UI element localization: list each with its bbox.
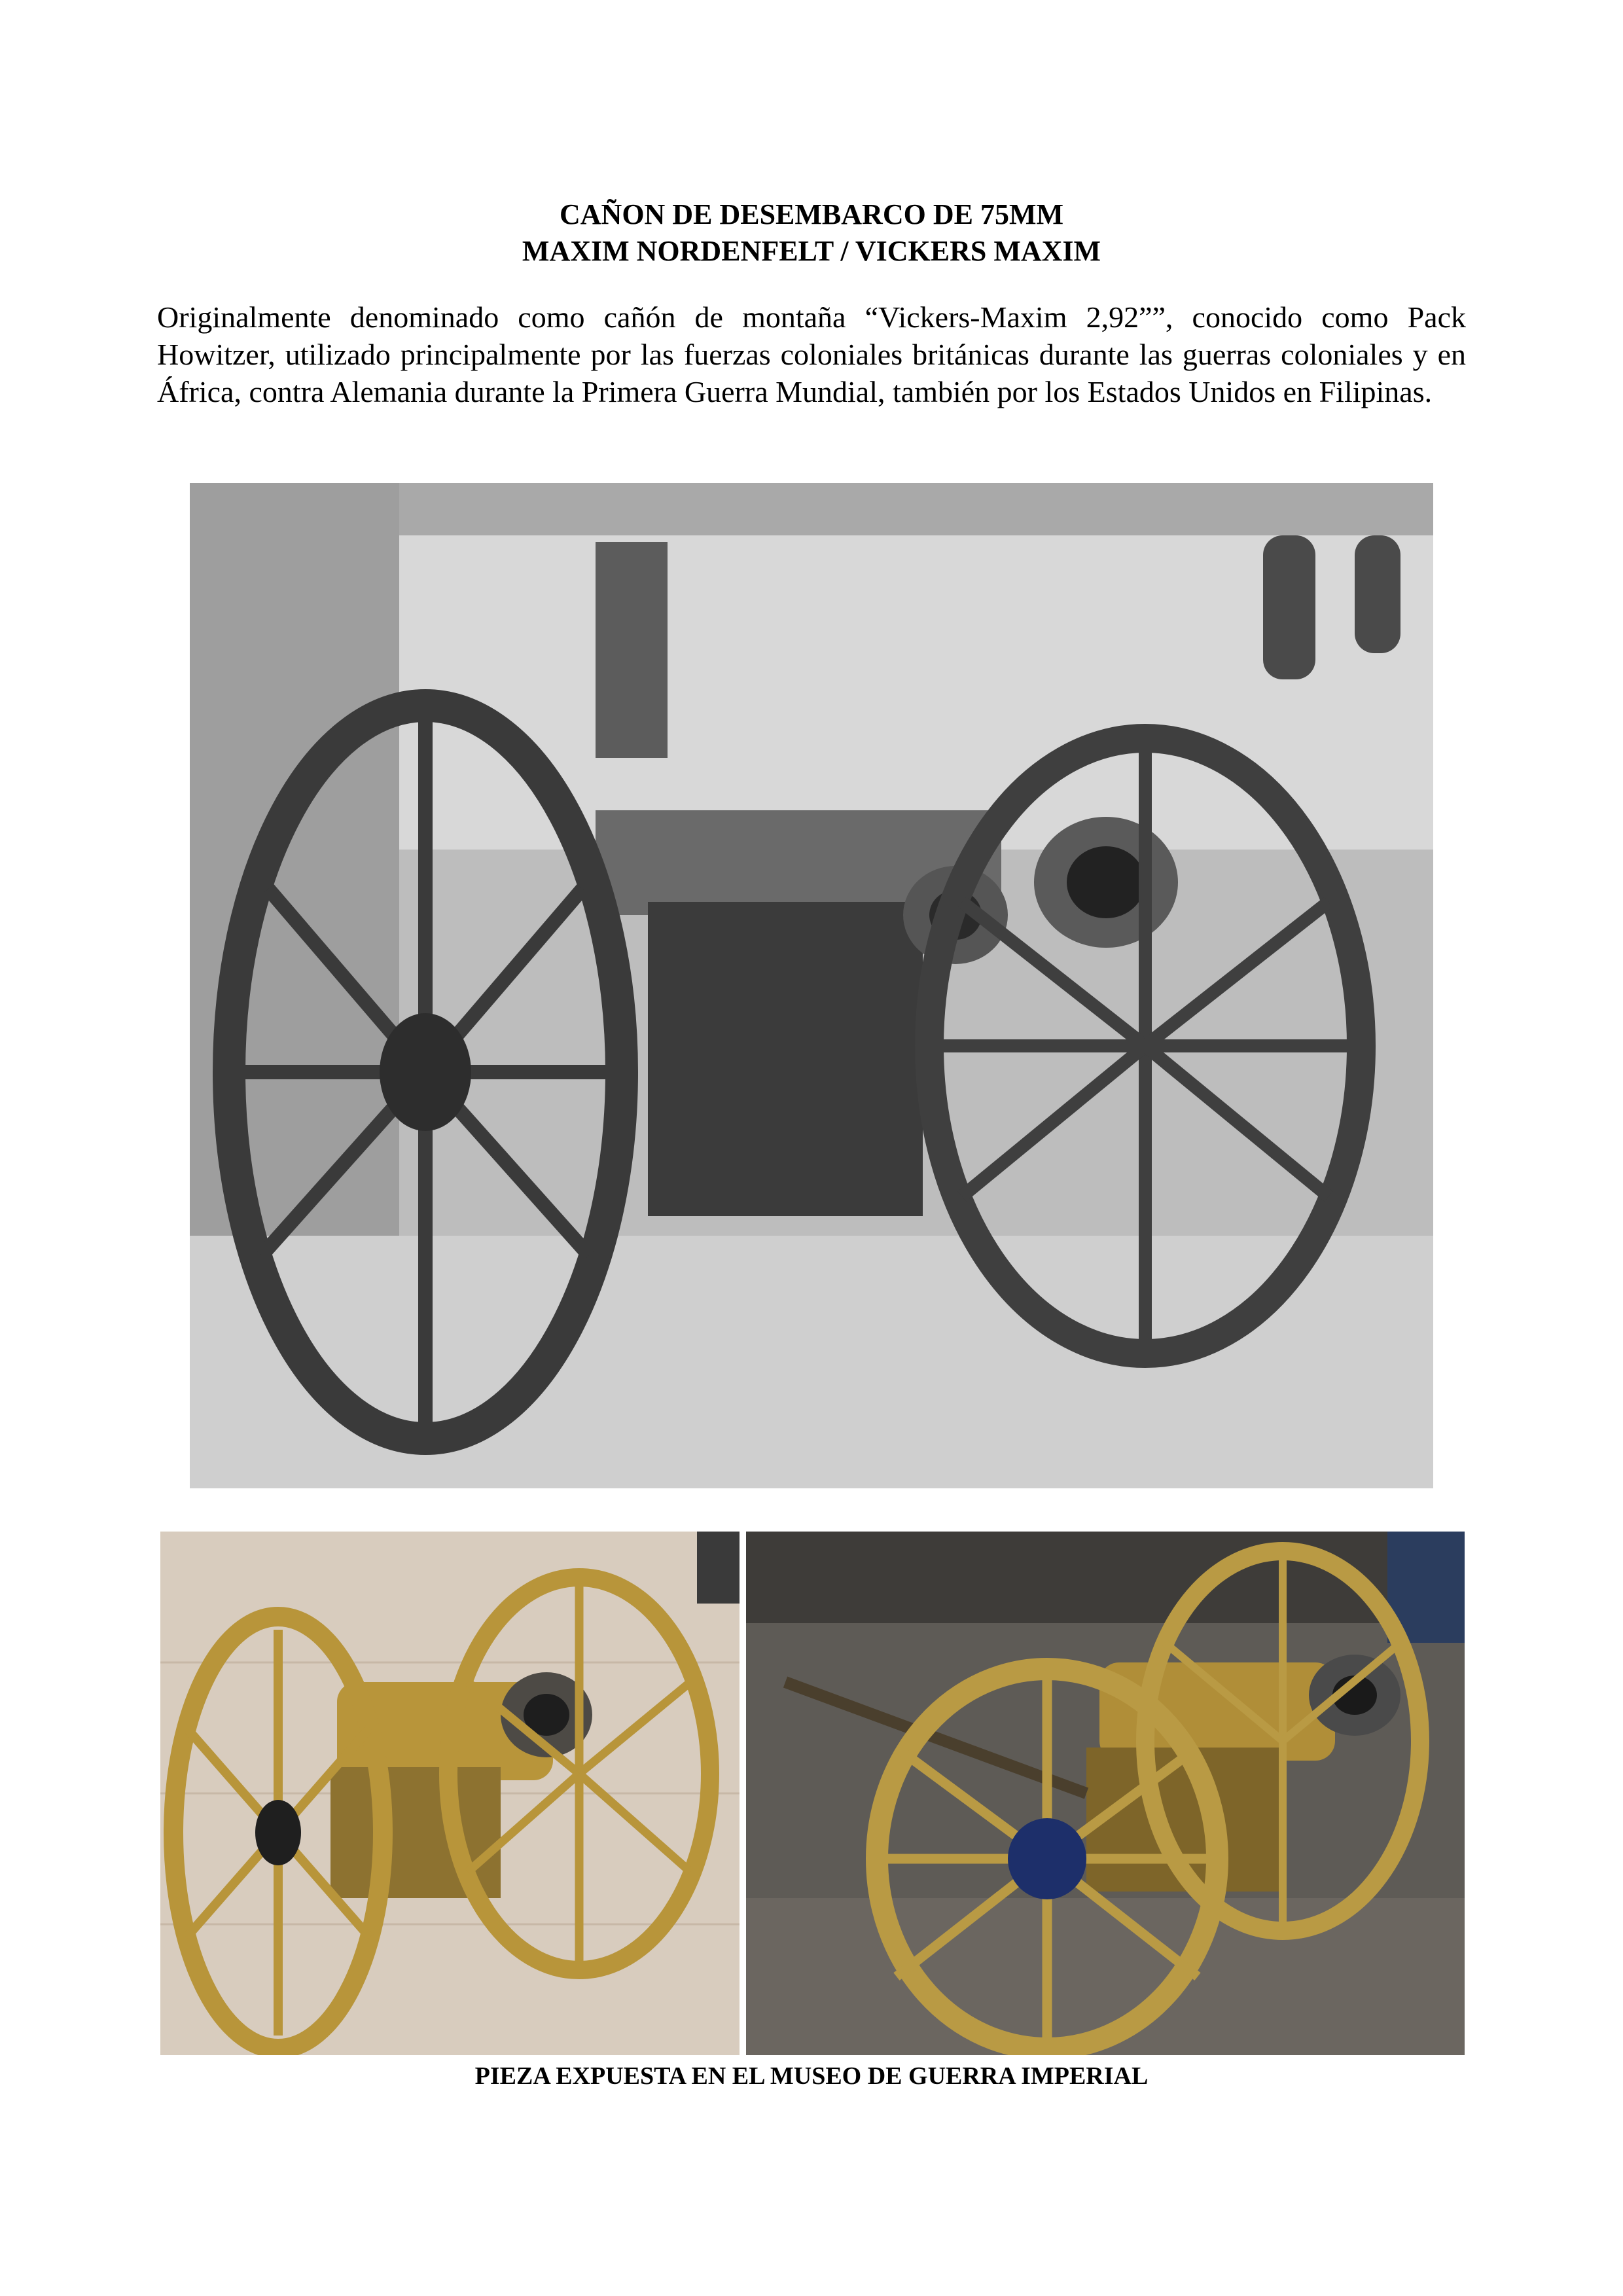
museum-photo-right xyxy=(746,1532,1465,2055)
figure-caption: PIEZA EXPUESTA EN EL MUSEO DE GUERRA IMPERIAL xyxy=(474,2062,1149,2090)
page-subtitle: MAXIM NORDENFELT / VICKERS MAXIM xyxy=(522,235,1101,267)
page-title: CAÑON DE DESEMBARCO DE 75MM xyxy=(560,198,1063,230)
historical-photo xyxy=(190,483,1433,1488)
intro-paragraph: Originalmente denominado como cañón de montaña “Vickers-Maxim 2,92””, conocido como Pack Howitzer, utilizado principalmente por las fuerzas coloniales británicas durante las guerras coloniales y en África, contra Alemania durante la Primera Guerra Mundial, también por los Estados Unidos en Filipinas. xyxy=(157,300,1466,408)
museum-photo-left xyxy=(160,1532,740,2055)
